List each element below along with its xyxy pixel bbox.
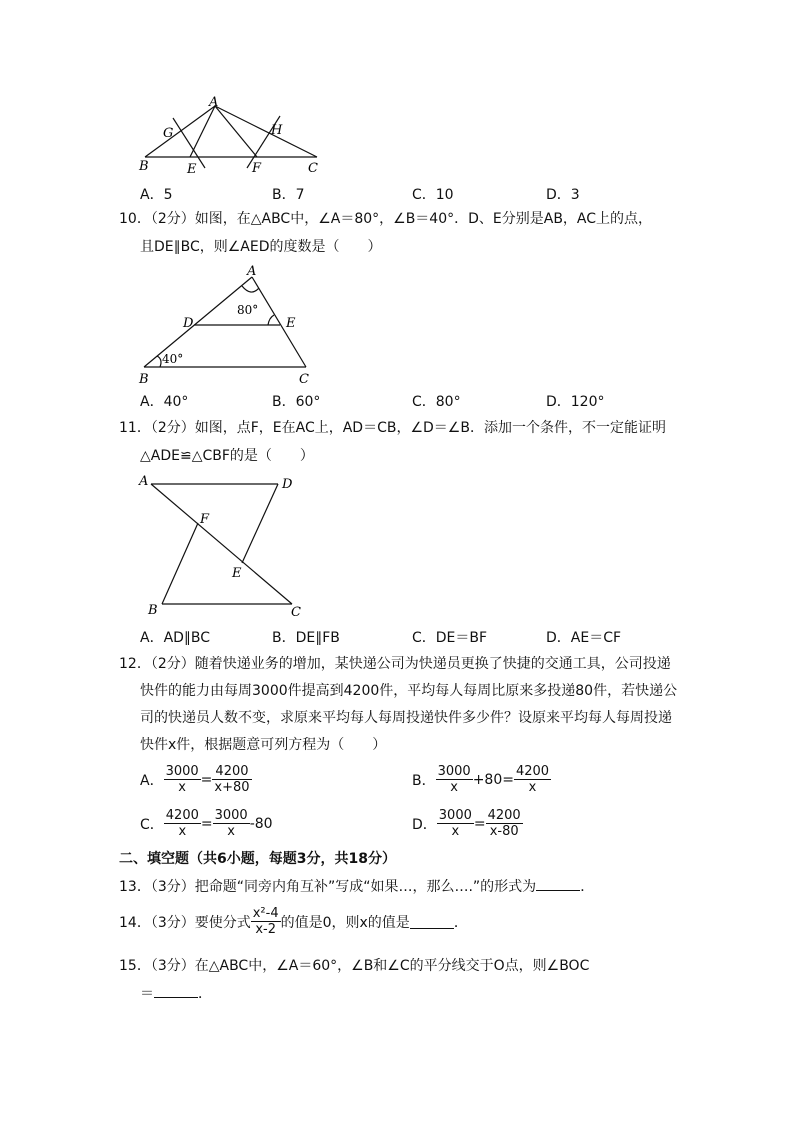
q12-option-c-frac2 [213, 808, 250, 839]
q12-c-den2: x [227, 824, 235, 839]
q10-option-a[interactable]: A．40° [140, 394, 189, 410]
q14-end: ． [453, 914, 468, 931]
q12-a-den2: x+80 [214, 780, 250, 795]
q12-option-c[interactable] [140, 808, 273, 839]
fig10-label-e: E [286, 316, 296, 331]
q11-option-c[interactable]: C．DE＝BF [412, 630, 488, 646]
q15-line2-pre: ＝ [140, 986, 154, 1002]
q12-a-num1: 3000 [165, 764, 199, 779]
q12-c-eq: = [200, 815, 213, 832]
q13-stem [119, 876, 594, 897]
q12-a-num2: 4200 [212, 764, 251, 780]
q15-stem-line1: 15．（3分）在△ABC中，∠A＝60°，∠B和∠C的平分线交于O点，则∠BOC [119, 958, 590, 974]
q14-post: 的值是0，则x的值是 [280, 914, 410, 931]
fig10-label-d: D [183, 316, 194, 331]
q12-option-c-frac1 [164, 808, 201, 839]
q14-num: x²-4 [252, 906, 279, 921]
q12-stem-line4: 快件x件，根据题意可列方程为（ ） [140, 737, 387, 753]
q12-option-b-frac1 [436, 764, 473, 795]
q10-option-b[interactable]: B．60° [272, 394, 321, 410]
fig11-label-c: C [291, 605, 301, 620]
q12-c-num1: 4200 [165, 808, 199, 823]
fig10-angle-b: 40° [162, 352, 184, 366]
q12-b-mid: +80= [472, 771, 514, 788]
q10-stem-line2: 且DE∥BC，则∠AED的度数是（ ） [140, 239, 382, 255]
q12-option-d-label: D． [412, 816, 437, 833]
q13-answer-blank[interactable] [536, 876, 580, 891]
q12-option-d-frac1 [437, 808, 474, 839]
q12-option-c-label: C． [140, 816, 164, 833]
q9-option-a[interactable]: A．5 [140, 187, 173, 203]
q12-b-num1: 3000 [437, 764, 471, 779]
q12-option-b-label: B． [412, 772, 436, 789]
figure-q9 [130, 92, 330, 180]
q14-answer-blank[interactable] [410, 914, 454, 929]
q12-option-a-frac2 [212, 764, 251, 795]
q12-d-den2: x-80 [489, 824, 519, 839]
q12-a-eq: = [200, 771, 213, 788]
q11-option-d[interactable]: D．AE＝CF [546, 630, 622, 646]
fig10-label-b: B [139, 372, 149, 387]
fig10-label-c: C [299, 372, 309, 387]
fig11-label-f: F [200, 512, 210, 527]
q9-option-b[interactable]: B．7 [272, 187, 305, 203]
fig9-label-e: E [187, 162, 197, 177]
q15-answer-blank[interactable] [154, 983, 198, 998]
fig11-label-b: B [148, 603, 158, 618]
q10-stem-line1: 10．（2分）如图，在△ABC中，∠A＝80°，∠B＝40°．D、E分别是AB，AC上的点， [119, 211, 653, 227]
q14-fraction [251, 906, 281, 937]
fig9-label-h: H [271, 123, 283, 138]
q12-option-a-frac1 [164, 764, 201, 795]
q12-d-num2: 4200 [487, 808, 521, 823]
q12-d-num1: 3000 [438, 808, 472, 823]
fig11-label-d: D [282, 477, 293, 492]
q12-option-d-frac2 [486, 808, 523, 839]
q12-b-den2: x [528, 780, 537, 795]
q11-stem-line1: 11．（2分）如图，点F，E在AC上，AD＝CB，∠D＝∠B．添加一个条件，不一定能证明 [119, 420, 666, 436]
q11-stem-line2: △ADE≌△CBF的是（ ） [140, 448, 314, 464]
q9-option-d[interactable]: D．3 [546, 187, 580, 203]
q14-pre: 14．（3分）要使分式 [119, 914, 251, 931]
fig9-label-b: B [139, 159, 149, 174]
q12-option-b-frac2 [514, 764, 551, 795]
fig9-label-f: F [252, 161, 262, 176]
fig9-label-g: G [163, 126, 174, 141]
q12-d-den1: x [451, 824, 460, 839]
fig11-label-a: A [139, 474, 149, 489]
q14-den: x-2 [255, 922, 276, 937]
section-heading-fill-blank: 二、填空题（共6小题，每题3分，共18分） [119, 851, 396, 867]
fig11-label-e: E [232, 566, 242, 581]
q12-stem-line1: 12．（2分）随着快递业务的增加，某快递公司为快递员更换了快捷的交通工具，公司投递 [119, 656, 671, 672]
fig10-label-a: A [247, 264, 257, 279]
q15-end: ． [198, 986, 212, 1002]
fig9-label-a: A [209, 95, 219, 110]
q13-end: ． [580, 879, 595, 895]
q10-option-d[interactable]: D．120° [546, 394, 605, 410]
q12-option-a[interactable] [140, 764, 252, 795]
q9-option-c[interactable]: C．10 [412, 187, 454, 203]
figure-q10 [130, 260, 330, 388]
q11-option-a[interactable]: A．AD∥BC [140, 630, 211, 646]
q12-c-num2: 3000 [214, 808, 248, 823]
q14-stem [119, 906, 468, 937]
fig10-angle-a: 80° [237, 303, 259, 317]
q12-stem-line2: 快件的能力由每周3000件提高到4200件，平均每人每周比原来多投递80件，若快递公 [140, 683, 678, 699]
figure-q11 [130, 468, 320, 620]
q12-c-tail: -80 [249, 815, 273, 832]
q13-text: 13．（3分）把命题“同旁内角互补”写成“如果…，那么….”的形式为 [119, 879, 537, 895]
q12-option-d[interactable] [412, 808, 523, 839]
q12-d-eq: = [473, 815, 486, 832]
q11-option-b[interactable]: B．DE∥FB [272, 630, 340, 646]
q12-b-num2: 4200 [515, 764, 550, 779]
q12-option-b[interactable] [412, 764, 551, 795]
q15-stem-line2 [140, 983, 212, 1004]
q10-option-c[interactable]: C．80° [412, 394, 461, 410]
q12-option-a-label: A． [140, 772, 164, 789]
q12-a-den1: x [178, 780, 186, 795]
q12-c-den1: x [178, 824, 187, 839]
fig9-label-c: C [308, 161, 318, 176]
q12-stem-line3: 司的快递员人数不变，求原来平均每人每周投递快件多少件？设原来平均每人每周投递 [140, 710, 672, 726]
q12-b-den1: x [450, 780, 458, 795]
